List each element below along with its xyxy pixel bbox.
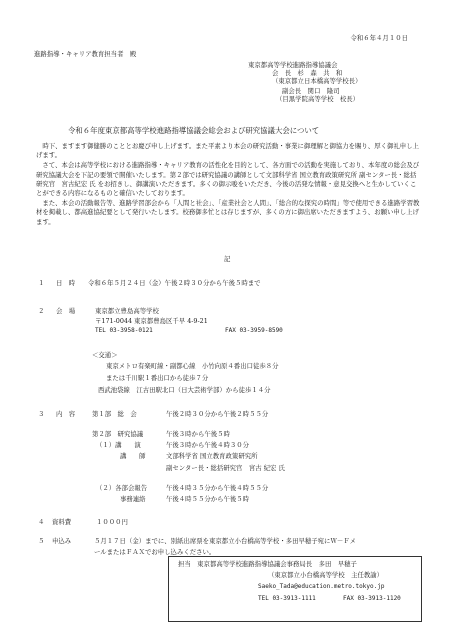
body-paragraph: 時下、ますます御健勝のこととお慶び申し上げます。また平素より本会の研究活動・事業に御理解と御協力を賜り、厚く御礼申し上げます。 [36, 142, 419, 160]
contact-tel: TEL 03-3913-1111 [258, 595, 316, 602]
document-title: 令和６年度東京都高等学校進路指導協議会総会および研究協議大会について [68, 126, 320, 135]
lecture-label: （１）講 演 [96, 441, 141, 449]
addressee: 進路指導・キャリア教育担当者 殿 [34, 50, 137, 58]
item-number: １ [38, 279, 45, 287]
body-text [36, 142, 420, 227]
date-value: 令和６年５月２４日（金）午後２時３０分から午後５時まで [88, 279, 261, 287]
content-label: 内 容 [56, 410, 76, 418]
part1-label: 第１部 総 会 [92, 410, 137, 418]
access-line: 東京メトロ有楽町線・副都心線 小竹向原４番出口徒歩８分 [106, 362, 279, 370]
ki-heading: 記 [224, 255, 231, 263]
venue-fax: FAX 03-3959-8590 [225, 327, 283, 334]
lecturer-org: 文部科学省 国立教育政策研究所 [166, 452, 258, 460]
item-number: ４ [38, 518, 45, 526]
item-number: ３ [38, 410, 45, 418]
venue-address: 〒171-0044 東京都豊島区千早 4-9-21 [95, 317, 208, 325]
venue-tel: TEL 03-3958-0121 [95, 327, 153, 334]
sender-vice-school: （目黒学院高等学校 校長） [276, 95, 360, 103]
contact-label: 事務連絡 [120, 495, 146, 503]
sender-vice: 副会長 関口 隆司 [282, 87, 340, 95]
part2-time: 午後３時から午後５時 [166, 430, 230, 438]
contact-person: 担当 東京都高等学校進路指導協議会事務局長 多田 早穂子 [178, 560, 357, 568]
document-date: 令和６年４月１０日 [350, 34, 408, 42]
fee-label: 資料費 [52, 518, 72, 526]
lecturer-label: 講 師 [120, 452, 146, 460]
contact-time: 午後４時５５分から午後５時 [166, 495, 250, 503]
contact-school: （東京都立小台橋高等学校 主任教諭） [268, 571, 384, 579]
item-number: ２ [38, 307, 45, 315]
lecture-time: 午後３時から午後４時３０分 [166, 441, 250, 449]
access-title: ＜交通＞ [92, 351, 118, 359]
sender-org: 東京都高等学校進路指導協議会 [248, 61, 338, 69]
report-label: （２）各部会報告 [96, 484, 148, 492]
body-paragraph: さて、本会は高等学校における進路指導・キャリア教育の活性化を目的として、各方面での活動を実施しており、本年度の総会及び研究協議大会を下記の要領で開催いたします。第２部では研究協議の講師として文部科学省 国立教育政策研究所 副センター長・総括研究官 宮古紀宏 氏 をお招きし、御講演いただきます。多くの御示唆をいただき、今後の活発な情報・意見交換へと生かしていくことができる内容になるものと確信いたしております。 [36, 161, 420, 198]
body-paragraph: また、本会の活動報告等、進路学習部会から「人間と社会」、「産業社会と人間」、「総合的な探究の時間」等で使用できる進路学習教材を掲載し、都高進協紀要として発行いたします。校務御多忙とは存じますが、多くの方に御出席いただきますよう、お願い申し上げます。 [36, 199, 420, 226]
contact-email: Saeko_Tada@education.metro.tokyo.jp [258, 583, 385, 590]
lecturer-name: 副センター長・総括研究官 宮古 紀宏 氏 [166, 464, 285, 472]
venue-label: 会 場 [56, 307, 76, 315]
item-number: ５ [38, 537, 45, 545]
access-line: または千川駅１番出口から徒歩７分 [106, 374, 209, 382]
report-time: 午後４時３５分から午後４時５５分 [166, 484, 269, 492]
apply-label: 申込み [52, 537, 72, 545]
contact-fax: FAX 03-3913-1120 [343, 595, 401, 602]
venue-name: 東京都立豊島高等学校 [95, 307, 159, 315]
date-label: 日 時 [56, 279, 76, 287]
part1-time: 午後２時３０分から午後２時５５分 [166, 410, 269, 418]
apply-text: ールまたはＦＡＸでお申し込みください。 [94, 548, 216, 556]
sender-president: 会 長 杉 森 共 和 [272, 69, 343, 77]
access-line: 西武池袋線 江古田駅北口（日大芸術学部）から徒歩１４分 [98, 386, 271, 394]
sender-president-school: （東京都立日本橋高等学校長） [272, 77, 362, 85]
apply-text: ５月１７日（金）までに、別紙出席票を東京都立小台橋高等学校・多田早穂子宛にＷ－Ｆメ [94, 537, 357, 545]
fee-value: １０００円 [96, 518, 128, 526]
part2-label: 第２部 研究協議 [92, 430, 144, 438]
sender-block [248, 61, 408, 103]
